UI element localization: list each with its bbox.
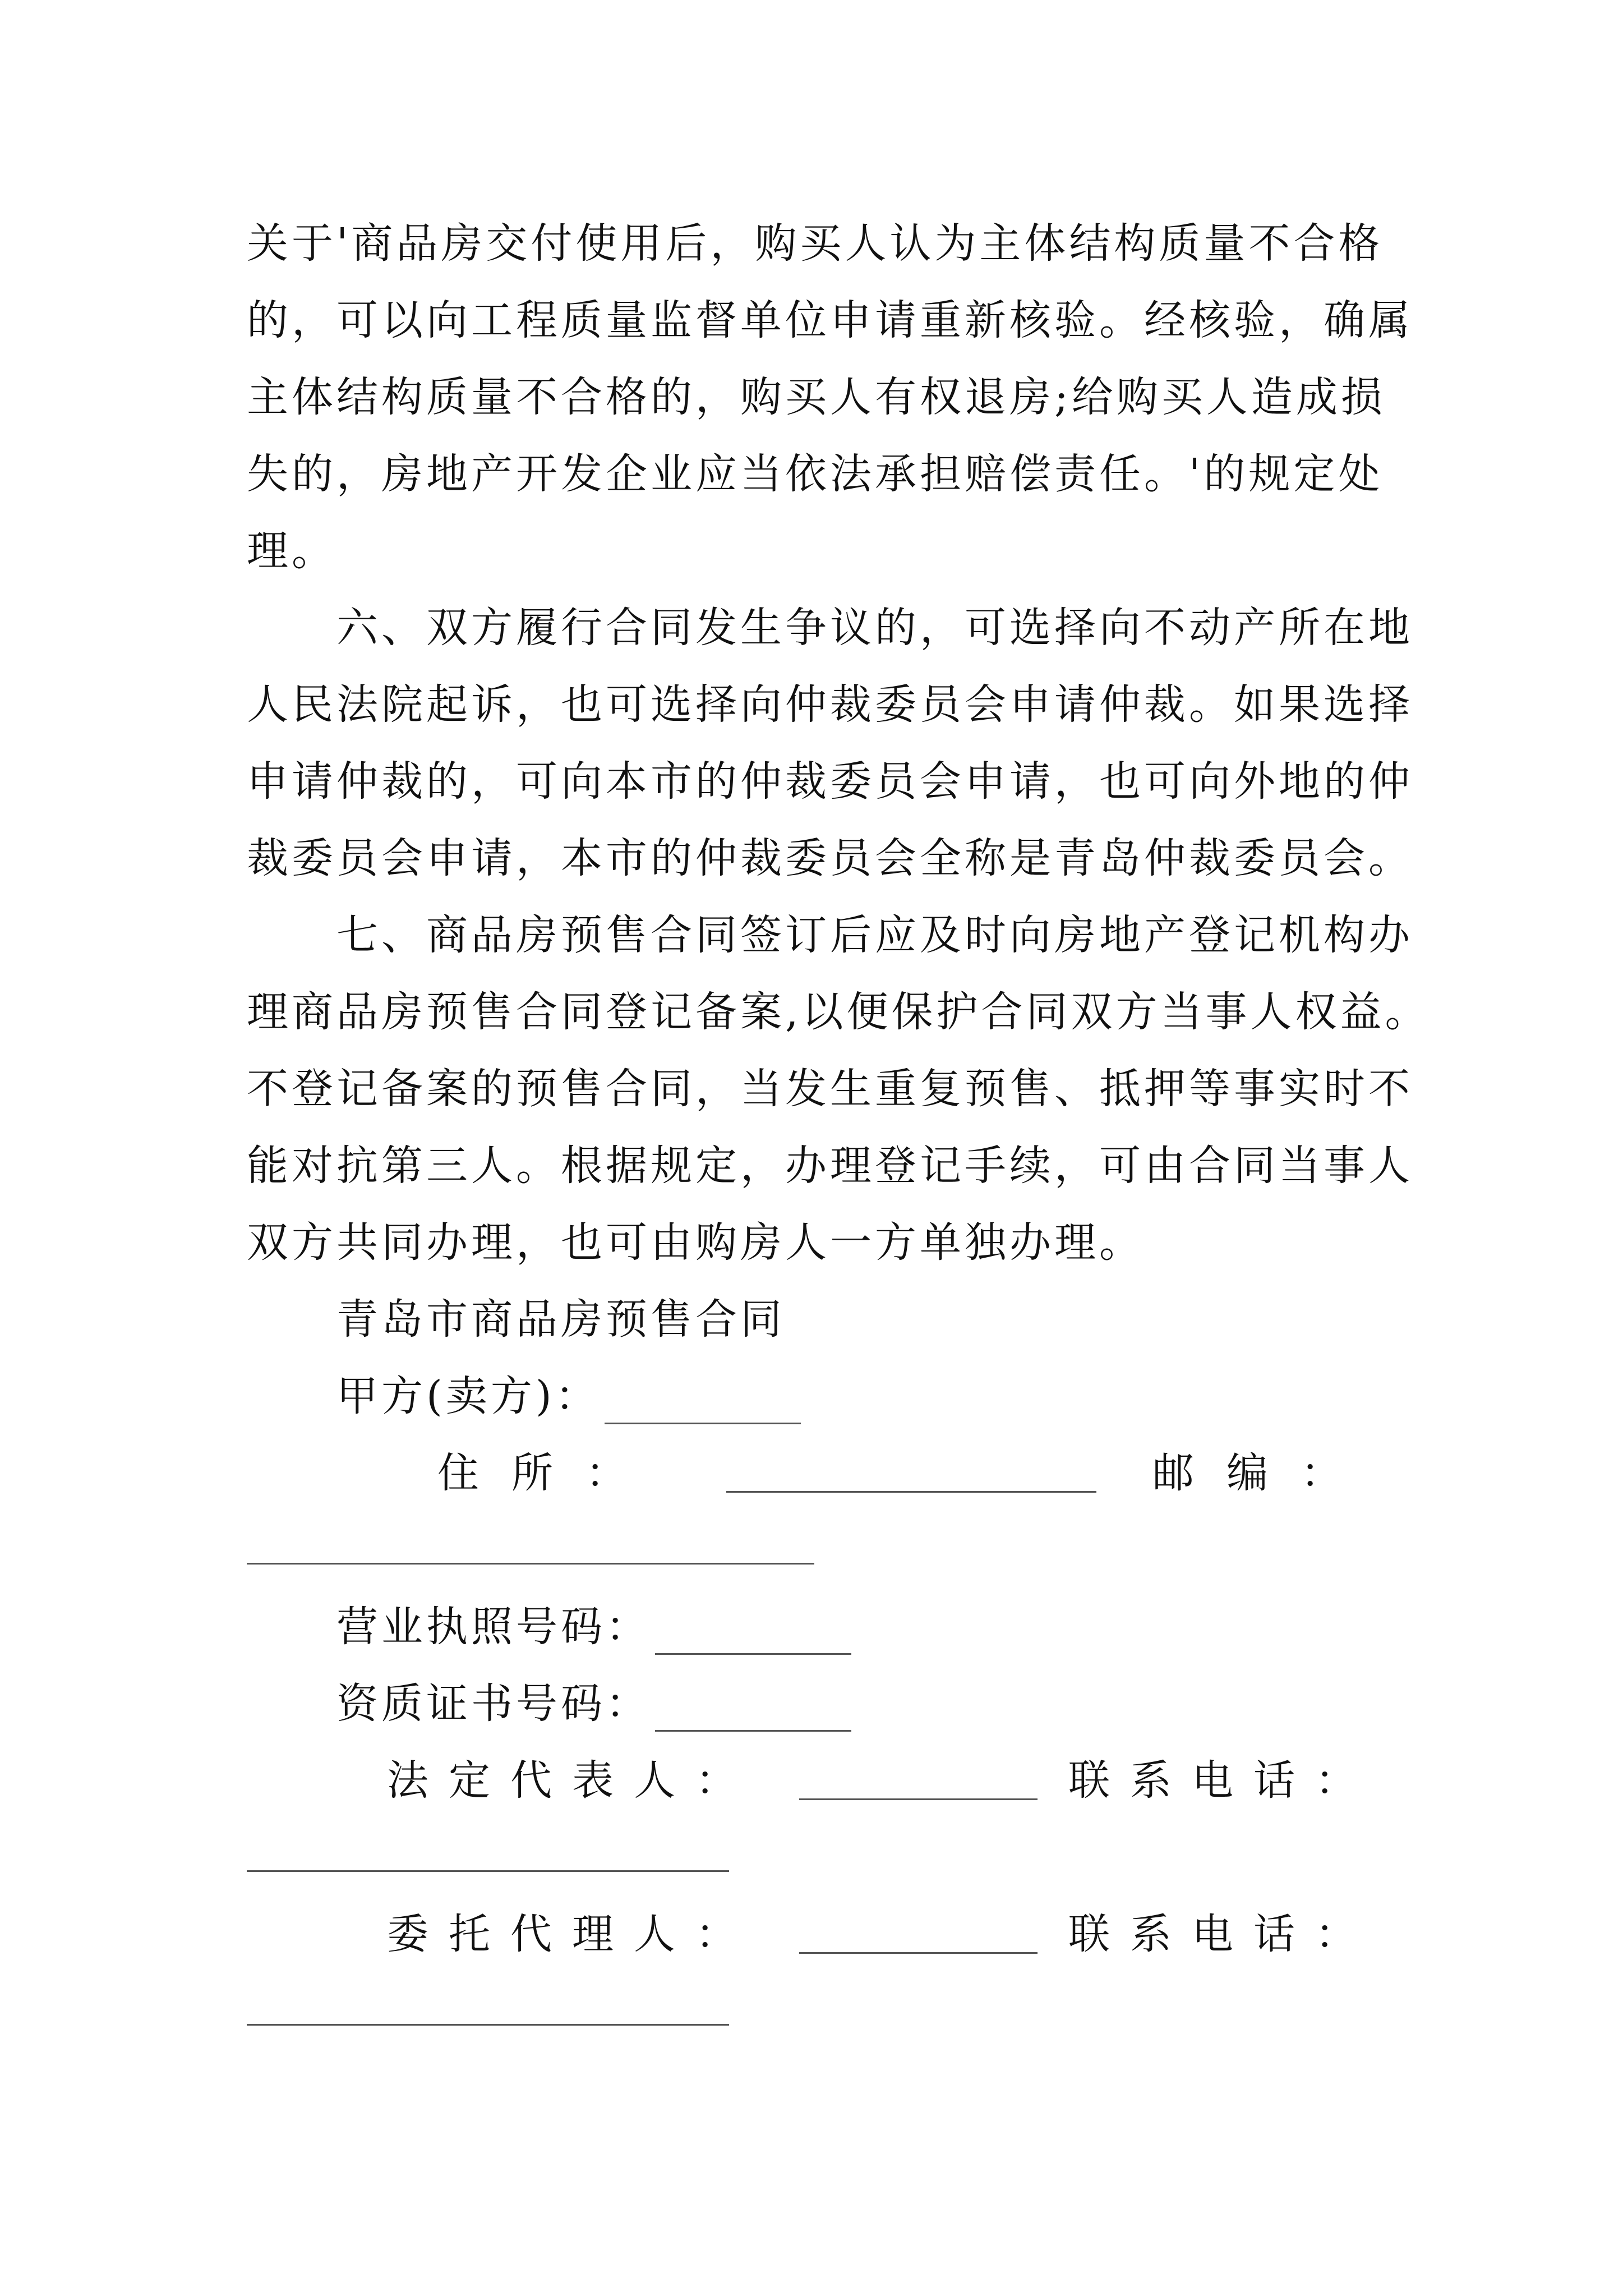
- business-license-label: 营业执照号码：: [336, 1603, 651, 1651]
- business-license-field[interactable]: [655, 1612, 851, 1655]
- agent-label: 委托代理人：: [387, 1910, 757, 1958]
- agent-row: [387, 1906, 757, 1962]
- paragraph-line: 关于'商品房交付使用后，购买人认为主体结构质量不合格: [247, 219, 1384, 268]
- paragraph-line: 的，可以向工程质量监督单位申请重新核验。经核验，确属: [247, 296, 1413, 344]
- phone-2-row: [1068, 1906, 1377, 1962]
- qualification-row: [336, 1676, 851, 1732]
- business-license-row: [336, 1599, 851, 1655]
- phone-1-label: 联系电话：: [1068, 1756, 1377, 1805]
- phone-2-field[interactable]: [247, 2024, 729, 2026]
- address-field[interactable]: [726, 1450, 1096, 1493]
- address-label: 住所：: [437, 1449, 660, 1497]
- party-a-label: 甲方(卖方)：: [336, 1372, 600, 1420]
- paragraph-line: 失的，房地产开发企业应当依法承担赔偿责任。'的规定处: [247, 450, 1384, 498]
- agent-field[interactable]: [799, 1911, 1038, 1954]
- qualification-field[interactable]: [655, 1688, 851, 1732]
- phone-1-row: [1068, 1752, 1377, 1809]
- paragraph-line: 六、双方履行合同发生争议的，可选择向不动产所在地: [336, 604, 1413, 652]
- phone-1-field[interactable]: [247, 1870, 729, 1872]
- contract-title: 青岛市商品房预售合同: [336, 1295, 785, 1343]
- paragraph-line: 理。: [247, 527, 336, 575]
- legal-rep-label: 法定代表人：: [387, 1756, 757, 1805]
- paragraph-line: 申请仲裁的，可向本市的仲裁委员会申请，也可向外地的仲: [247, 757, 1413, 806]
- paragraph-line: 能对抗第三人。根据规定，办理登记手续，可由合同当事人: [247, 1142, 1413, 1190]
- legal-rep-row: [387, 1752, 757, 1809]
- paragraph-line: 不登记备案的预售合同，当发生重复预售、抵押等事实时不: [247, 1065, 1413, 1113]
- paragraph-line: 双方共同办理，也可由购房人一方单独办理。: [247, 1218, 1144, 1267]
- qualification-label: 资质证书号码：: [336, 1680, 651, 1728]
- postcode-row: [1152, 1445, 1375, 1501]
- address-row: [437, 1445, 660, 1501]
- paragraph-line: 理商品房预售合同登记备案,以便保护合同双方当事人权益。: [247, 988, 1430, 1036]
- paragraph-line: 七、商品房预售合同签订后应及时向房地产登记机构办: [336, 911, 1413, 959]
- phone-2-label: 联系电话：: [1068, 1910, 1377, 1958]
- paragraph-line: 主体结构质量不合格的，购买人有权退房;给购买人造成损: [247, 373, 1386, 421]
- postcode-field[interactable]: [247, 1563, 814, 1565]
- legal-rep-field[interactable]: [799, 1757, 1038, 1800]
- party-a-row: [336, 1368, 801, 1424]
- party-a-field[interactable]: [605, 1381, 801, 1424]
- paragraph-line: 人民法院起诉，也可选择向仲裁委员会申请仲裁。如果选择: [247, 680, 1413, 729]
- paragraph-line: 裁委员会申请，本市的仲裁委员会全称是青岛仲裁委员会。: [247, 834, 1413, 882]
- postcode-label: 邮编：: [1152, 1449, 1375, 1497]
